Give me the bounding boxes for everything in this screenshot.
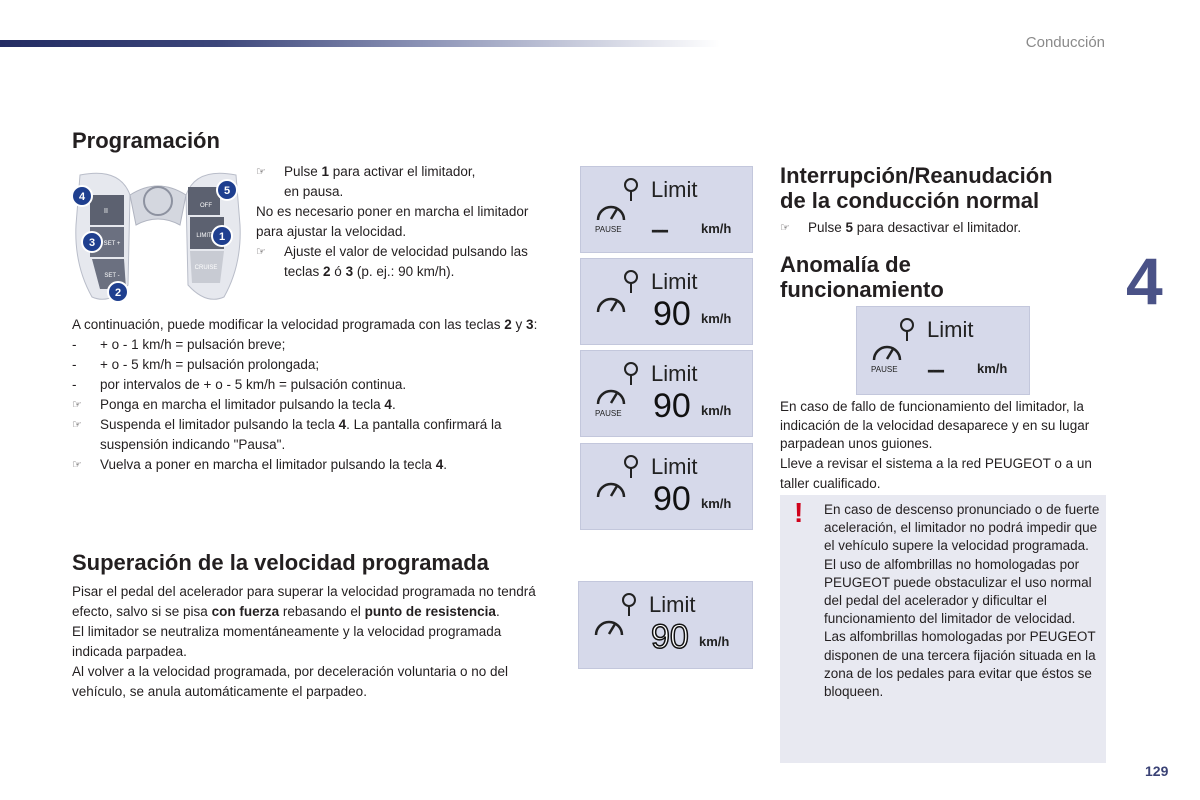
limit-label: Limit (927, 317, 974, 342)
speed-dashes: --- (927, 357, 943, 382)
wheel-key-1: 1 (218, 231, 226, 243)
pause-label: PAUSE (871, 365, 898, 374)
superacion-body (72, 582, 550, 702)
list-item: - + o - 5 km/h = pulsación prolongada; (72, 357, 320, 372)
anomalia-body (780, 398, 1110, 494)
speed-unit: km/h (701, 496, 732, 511)
display-limit-90-blinking (578, 581, 753, 669)
programacion-modify (72, 315, 550, 475)
speed-value-blinking: 90 (651, 618, 689, 656)
bullet-hand-icon: ☞ (72, 419, 82, 431)
programacion-steps (256, 162, 546, 282)
wheel-label-cruise: CRUISE (194, 265, 218, 271)
speedometer-icon (595, 381, 627, 407)
speed-value: 90 (653, 480, 691, 518)
speed-unit: km/h (977, 361, 1008, 376)
steering-wheel-controls-illustration (70, 165, 246, 311)
action-start: ☞ Ponga en marcha el limitador pulsando la tecla 4. (72, 395, 550, 415)
speedometer-icon (595, 197, 627, 223)
display-limit-90-b (580, 443, 753, 530)
bullet-hand-icon: ☞ (256, 166, 266, 178)
heading-programacion: Programación (72, 128, 220, 153)
step-activate: ☞ Pulse 1 para activar el limitador, (256, 162, 546, 182)
bullet-hand-icon: ☞ (256, 246, 266, 258)
display-limit-90-pause (580, 350, 753, 437)
wheel-key-2: 2 (114, 287, 122, 299)
limit-label: Limit (651, 269, 698, 294)
limit-label: Limit (651, 177, 698, 202)
heading-anomalia: Anomalía de funcionamiento (780, 252, 944, 302)
heading-interrupcion: Interrupción/Reanudación de la conducción normal (780, 163, 1053, 213)
step-activate-cont: en pausa. (284, 184, 344, 199)
speedometer-icon (871, 337, 903, 363)
wheel-label-pause: II (104, 208, 108, 215)
list-item: - por intervalos de + o - 5 km/h = pulsación continua. (72, 377, 407, 392)
speedometer-icon (593, 612, 625, 638)
display-limit-90-a (580, 258, 753, 345)
speed-unit: km/h (699, 634, 730, 649)
speed-unit: km/h (701, 221, 732, 236)
step-note: No es necesario poner en marcha el limitador para ajustar la velocidad. (256, 204, 529, 239)
speed-unit: km/h (701, 403, 732, 418)
warning-box (780, 495, 1106, 763)
display-limit-pause (580, 166, 753, 253)
warning-text: En caso de descenso pronunciado o de fuerte aceleración, el limitador no podrá impedir que el vehículo supere la velocidad programada. El uso de alfombrillas no homologadas por PEUGEOT puede obstaculizar el uso normal del pedal del acelerador y dificultar el funcionamiento del limitador de velocidad. Las alfombrillas homologadas por PEUGEOT disponen de una tercera fijación situada en la zona de los pedales para evitar que éstos se bloqueen. (824, 502, 1100, 700)
speedometer-icon (595, 289, 627, 315)
bullet-hand-icon: ☞ (72, 399, 82, 411)
wheel-label-limit: LIMIT (196, 233, 212, 239)
limit-label: Limit (651, 454, 698, 479)
speed-value: 90 (653, 295, 691, 333)
wheel-key-3: 3 (88, 237, 96, 249)
warning-icon: ! (794, 497, 804, 528)
anomalia-p2: Lleve a revisar el sistema a la red PEUGEOT o a un taller cualificado. (780, 455, 1092, 491)
action-resume: ☞ Vuelva a poner en marcha el limitador pulsando la tecla 4. (72, 455, 550, 475)
interrupcion-body: ☞ Pulse 5 para desactivar el limitador. (780, 218, 1110, 238)
anomalia-p1: En caso de fallo de funcionamiento del limitador, la indicación de la velocidad desaparece y en su lugar parpadean unos guiones. (780, 399, 1090, 451)
superacion-p2: El limitador se neutraliza momentáneamente y la velocidad programada indicada parpadea. (72, 624, 502, 659)
wheel-label-set-minus: SET - (104, 273, 120, 279)
action-suspend: ☞ Suspenda el limitador pulsando la tecla 4. La pantalla confirmará la suspensión indicando "Pausa". (72, 417, 502, 452)
section-title: Conducción (1025, 34, 1105, 51)
display-fault-dashes (856, 306, 1030, 395)
speed-value: 90 (653, 387, 691, 425)
bullet-hand-icon: ☞ (72, 459, 82, 471)
speedometer-icon (595, 474, 627, 500)
speed-dashes: --- (651, 217, 667, 242)
wheel-label-off: OFF (200, 203, 212, 209)
header-gradient-bar (0, 40, 720, 47)
heading-superacion: Superación de la velocidad programada (72, 550, 489, 575)
superacion-p1: Pisar el pedal del acelerador para superar la velocidad programada no tendrá efecto, salvo si se pisa con fuerza rebasando el punto de resistencia. (72, 584, 536, 619)
wheel-key-4: 4 (78, 191, 86, 203)
chapter-number: 4 (1126, 244, 1163, 318)
speed-unit: km/h (701, 311, 732, 326)
limit-label: Limit (649, 592, 696, 617)
wheel-label-set-plus: SET + (103, 241, 121, 247)
wheel-key-5: 5 (223, 185, 231, 197)
modify-intro: A continuación, puede modificar la velocidad programada con las teclas 2 y 3: (72, 317, 538, 332)
pause-label: PAUSE (595, 225, 622, 234)
superacion-p3: Al volver a la velocidad programada, por deceleración voluntaria o no del vehículo, se anula automáticamente el parpadeo. (72, 664, 509, 699)
step-adjust: ☞ Ajuste el valor de velocidad pulsando las teclas 2 ó 3 (p. ej.: 90 km/h). (256, 244, 528, 279)
page-number: 129 (1145, 763, 1169, 779)
bullet-hand-icon: ☞ (780, 222, 790, 234)
pause-label: PAUSE (595, 409, 622, 418)
limit-label: Limit (651, 361, 698, 386)
list-item: - + o - 1 km/h = pulsación breve; (72, 337, 286, 352)
